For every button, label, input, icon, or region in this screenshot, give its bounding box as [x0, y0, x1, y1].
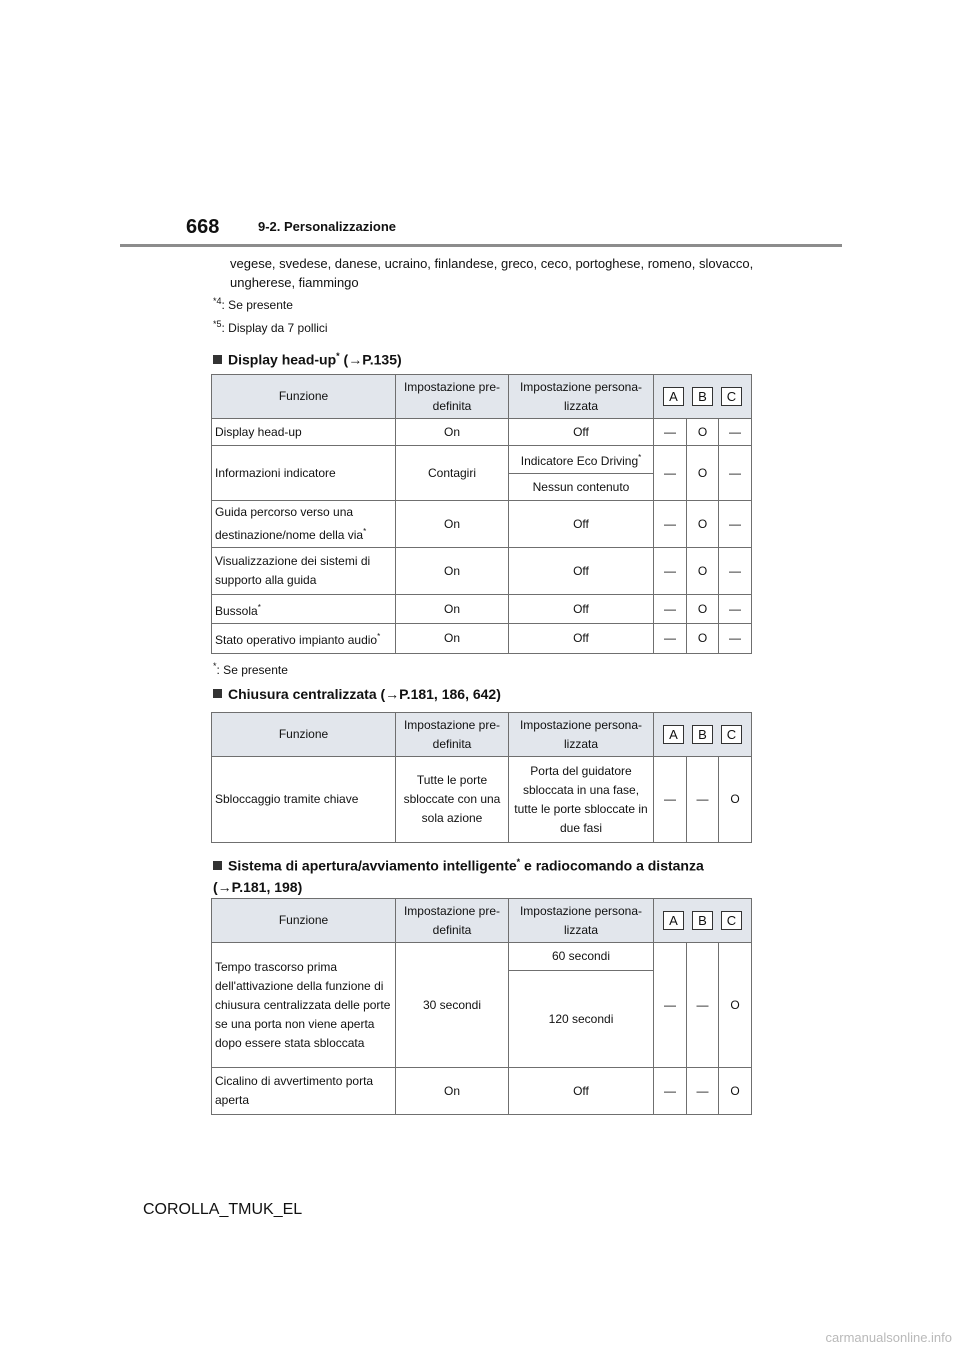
cell-a: — [654, 446, 687, 501]
footnote-mark: * [363, 527, 367, 536]
cell-c: — [719, 501, 752, 548]
cell-c: — [719, 548, 752, 595]
footnote-4 [213, 296, 293, 312]
cell-a: — [654, 548, 687, 595]
table-row [212, 419, 752, 446]
col-header-funzione: Funzione [212, 899, 396, 943]
cell-c: — [719, 624, 752, 654]
cell-custom: Nessun contenuto [509, 474, 654, 501]
footnote-mark: * [213, 661, 217, 671]
table-row [212, 595, 752, 624]
heading-text-cont: e radiocomando a distanza [520, 857, 704, 874]
col-header-custom: Impostazione persona-lizzata [509, 899, 654, 943]
cell-b: O [687, 595, 719, 624]
cell-custom [509, 446, 654, 474]
table-row [212, 446, 752, 474]
cell-b: — [687, 757, 719, 843]
col-header-funzione: Funzione [212, 713, 396, 757]
watermark: carmanualsonline.info [825, 1330, 952, 1345]
col-header-abc [654, 713, 752, 757]
footnote-mark: * [377, 632, 381, 641]
badge-a: A [663, 911, 684, 930]
col-header-funzione: Funzione [212, 375, 396, 419]
cell-custom: Off [509, 624, 654, 654]
cell-b: O [687, 501, 719, 548]
badge-c: C [721, 387, 742, 406]
table-display-head-up [211, 374, 752, 654]
cell-function-text: Guida percorso verso una destinazione/nome della via [215, 505, 364, 542]
cell-default: On [396, 419, 509, 446]
cell-a: — [654, 419, 687, 446]
badge-c: C [721, 725, 742, 744]
table-chiusura-centralizzata [211, 712, 752, 843]
cell-default: On [396, 624, 509, 654]
col-header-default: Impostazione pre-definita [396, 899, 509, 943]
cell-c: — [719, 446, 752, 501]
heading-mark: * [516, 857, 521, 867]
footer-doc-code: COROLLA_TMUK_EL [143, 1201, 303, 1218]
footnote-text: : Se presente [216, 663, 288, 677]
footnote-mark: *4 [213, 296, 222, 306]
cell-function [212, 624, 396, 654]
cell-custom: Off [509, 501, 654, 548]
col-header-custom: Impostazione persona-lizzata [509, 713, 654, 757]
badge-a: A [663, 387, 684, 406]
footnote-mark: * [638, 453, 642, 462]
heading-ref: (→P.135) [339, 351, 402, 368]
cell-function: Visualizzazione dei sistemi di supporto alla guida [212, 548, 396, 595]
cell-default: On [396, 501, 509, 548]
cell-custom: Off [509, 419, 654, 446]
continuation-text: vegese, svedese, danese, ucraino, finlandese, greco, ceco, portoghese, romeno, slovacco, ungherese, fiammingo [230, 256, 754, 290]
cell-function [212, 501, 396, 548]
bullet-square-icon [213, 689, 222, 698]
table-header-row [212, 375, 752, 419]
table-row [212, 757, 752, 843]
cell-custom-text: Indicatore Eco Driving [520, 454, 639, 468]
cell-c: O [719, 757, 752, 843]
cell-a: — [654, 595, 687, 624]
cell-b: O [687, 446, 719, 501]
badge-b: B [692, 387, 713, 406]
cell-a: — [654, 757, 687, 843]
cell-b: O [687, 548, 719, 595]
footnote-se-presente [213, 661, 288, 677]
cell-function: Cicalino di avvertimento porta aperta [212, 1068, 396, 1115]
heading-ref: (→P.181, 198) [213, 878, 303, 895]
cell-custom: Off [509, 595, 654, 624]
cell-c: — [719, 419, 752, 446]
col-header-default: Impostazione pre-definita [396, 713, 509, 757]
cell-default: On [396, 548, 509, 595]
col-header-custom: Impostazione persona-lizzata [509, 375, 654, 419]
cell-c: — [719, 595, 752, 624]
cell-custom: Off [509, 548, 654, 595]
footnote-text: : Se presente [221, 298, 293, 312]
cell-custom: Porta del guidatore sbloccata in una fase, tutte le porte sbloccate in due fasi [509, 757, 654, 843]
badge-a: A [663, 725, 684, 744]
badge-b: B [692, 911, 713, 930]
cell-custom: 120 secondi [509, 971, 654, 1068]
cell-c: O [719, 943, 752, 1068]
cell-b: — [687, 943, 719, 1068]
cell-default: Contagiri [396, 446, 509, 501]
cell-function-text: Bussola [215, 603, 258, 618]
footnote-text: : Display da 7 pollici [221, 321, 328, 335]
table-row [212, 1068, 752, 1115]
table-header-row [212, 899, 752, 943]
heading-mark: * [336, 351, 340, 361]
heading-text: Display head-up [228, 351, 337, 368]
cell-default: 30 secondi [396, 943, 509, 1068]
table-row [212, 501, 752, 548]
col-header-abc [654, 375, 752, 419]
cell-a: — [654, 1068, 687, 1115]
table-header-row [212, 713, 752, 757]
page-number: 668 [186, 216, 220, 238]
heading-text: Chiusura centralizzata (→P.181, 186, 642) [228, 686, 501, 702]
cell-default: On [396, 1068, 509, 1115]
cell-b: — [687, 1068, 719, 1115]
table-row [212, 548, 752, 595]
cell-a: — [654, 501, 687, 548]
badge-b: B [692, 725, 713, 744]
bullet-square-icon [213, 861, 222, 870]
heading-sistema-apertura [213, 852, 753, 898]
table-row [212, 943, 752, 971]
cell-default: Tutte le porte sbloccate con una sola azione [396, 757, 509, 843]
heading-chiusura-centralizzata [213, 684, 501, 705]
cell-function: Sbloccaggio tramite chiave [212, 757, 396, 843]
badge-c: C [721, 911, 742, 930]
header-divider [120, 244, 842, 247]
section-title: 9-2. Personalizzazione [258, 219, 396, 234]
cell-custom: 60 secondi [509, 943, 654, 971]
cell-default: On [396, 595, 509, 624]
cell-b: O [687, 419, 719, 446]
footnote-mark: *5 [213, 319, 222, 329]
cell-b: O [687, 624, 719, 654]
footnote-mark: * [257, 602, 261, 612]
table-sistema-apertura [211, 898, 752, 1115]
cell-function: Tempo trascorso prima dell'attivazione della funzione di chiusura centralizzata delle porte se una porta non viene aperta dopo essere stata sbloccata [212, 943, 396, 1068]
cell-c: O [719, 1068, 752, 1115]
cell-function [212, 595, 396, 624]
bullet-square-icon [213, 355, 222, 364]
cell-function-text: Stato operativo impianto audio [215, 633, 378, 647]
cell-function: Display head-up [212, 419, 396, 446]
footnote-5 [213, 319, 328, 335]
col-header-abc [654, 899, 752, 943]
cell-a: — [654, 943, 687, 1068]
heading-display-head-up [213, 346, 402, 371]
col-header-default: Impostazione pre-definita [396, 375, 509, 419]
cell-a: — [654, 624, 687, 654]
heading-text: Sistema di apertura/avviamento intelligente [228, 857, 517, 874]
cell-custom: Off [509, 1068, 654, 1115]
cell-function: Informazioni indicatore [212, 446, 396, 501]
table-row [212, 624, 752, 654]
